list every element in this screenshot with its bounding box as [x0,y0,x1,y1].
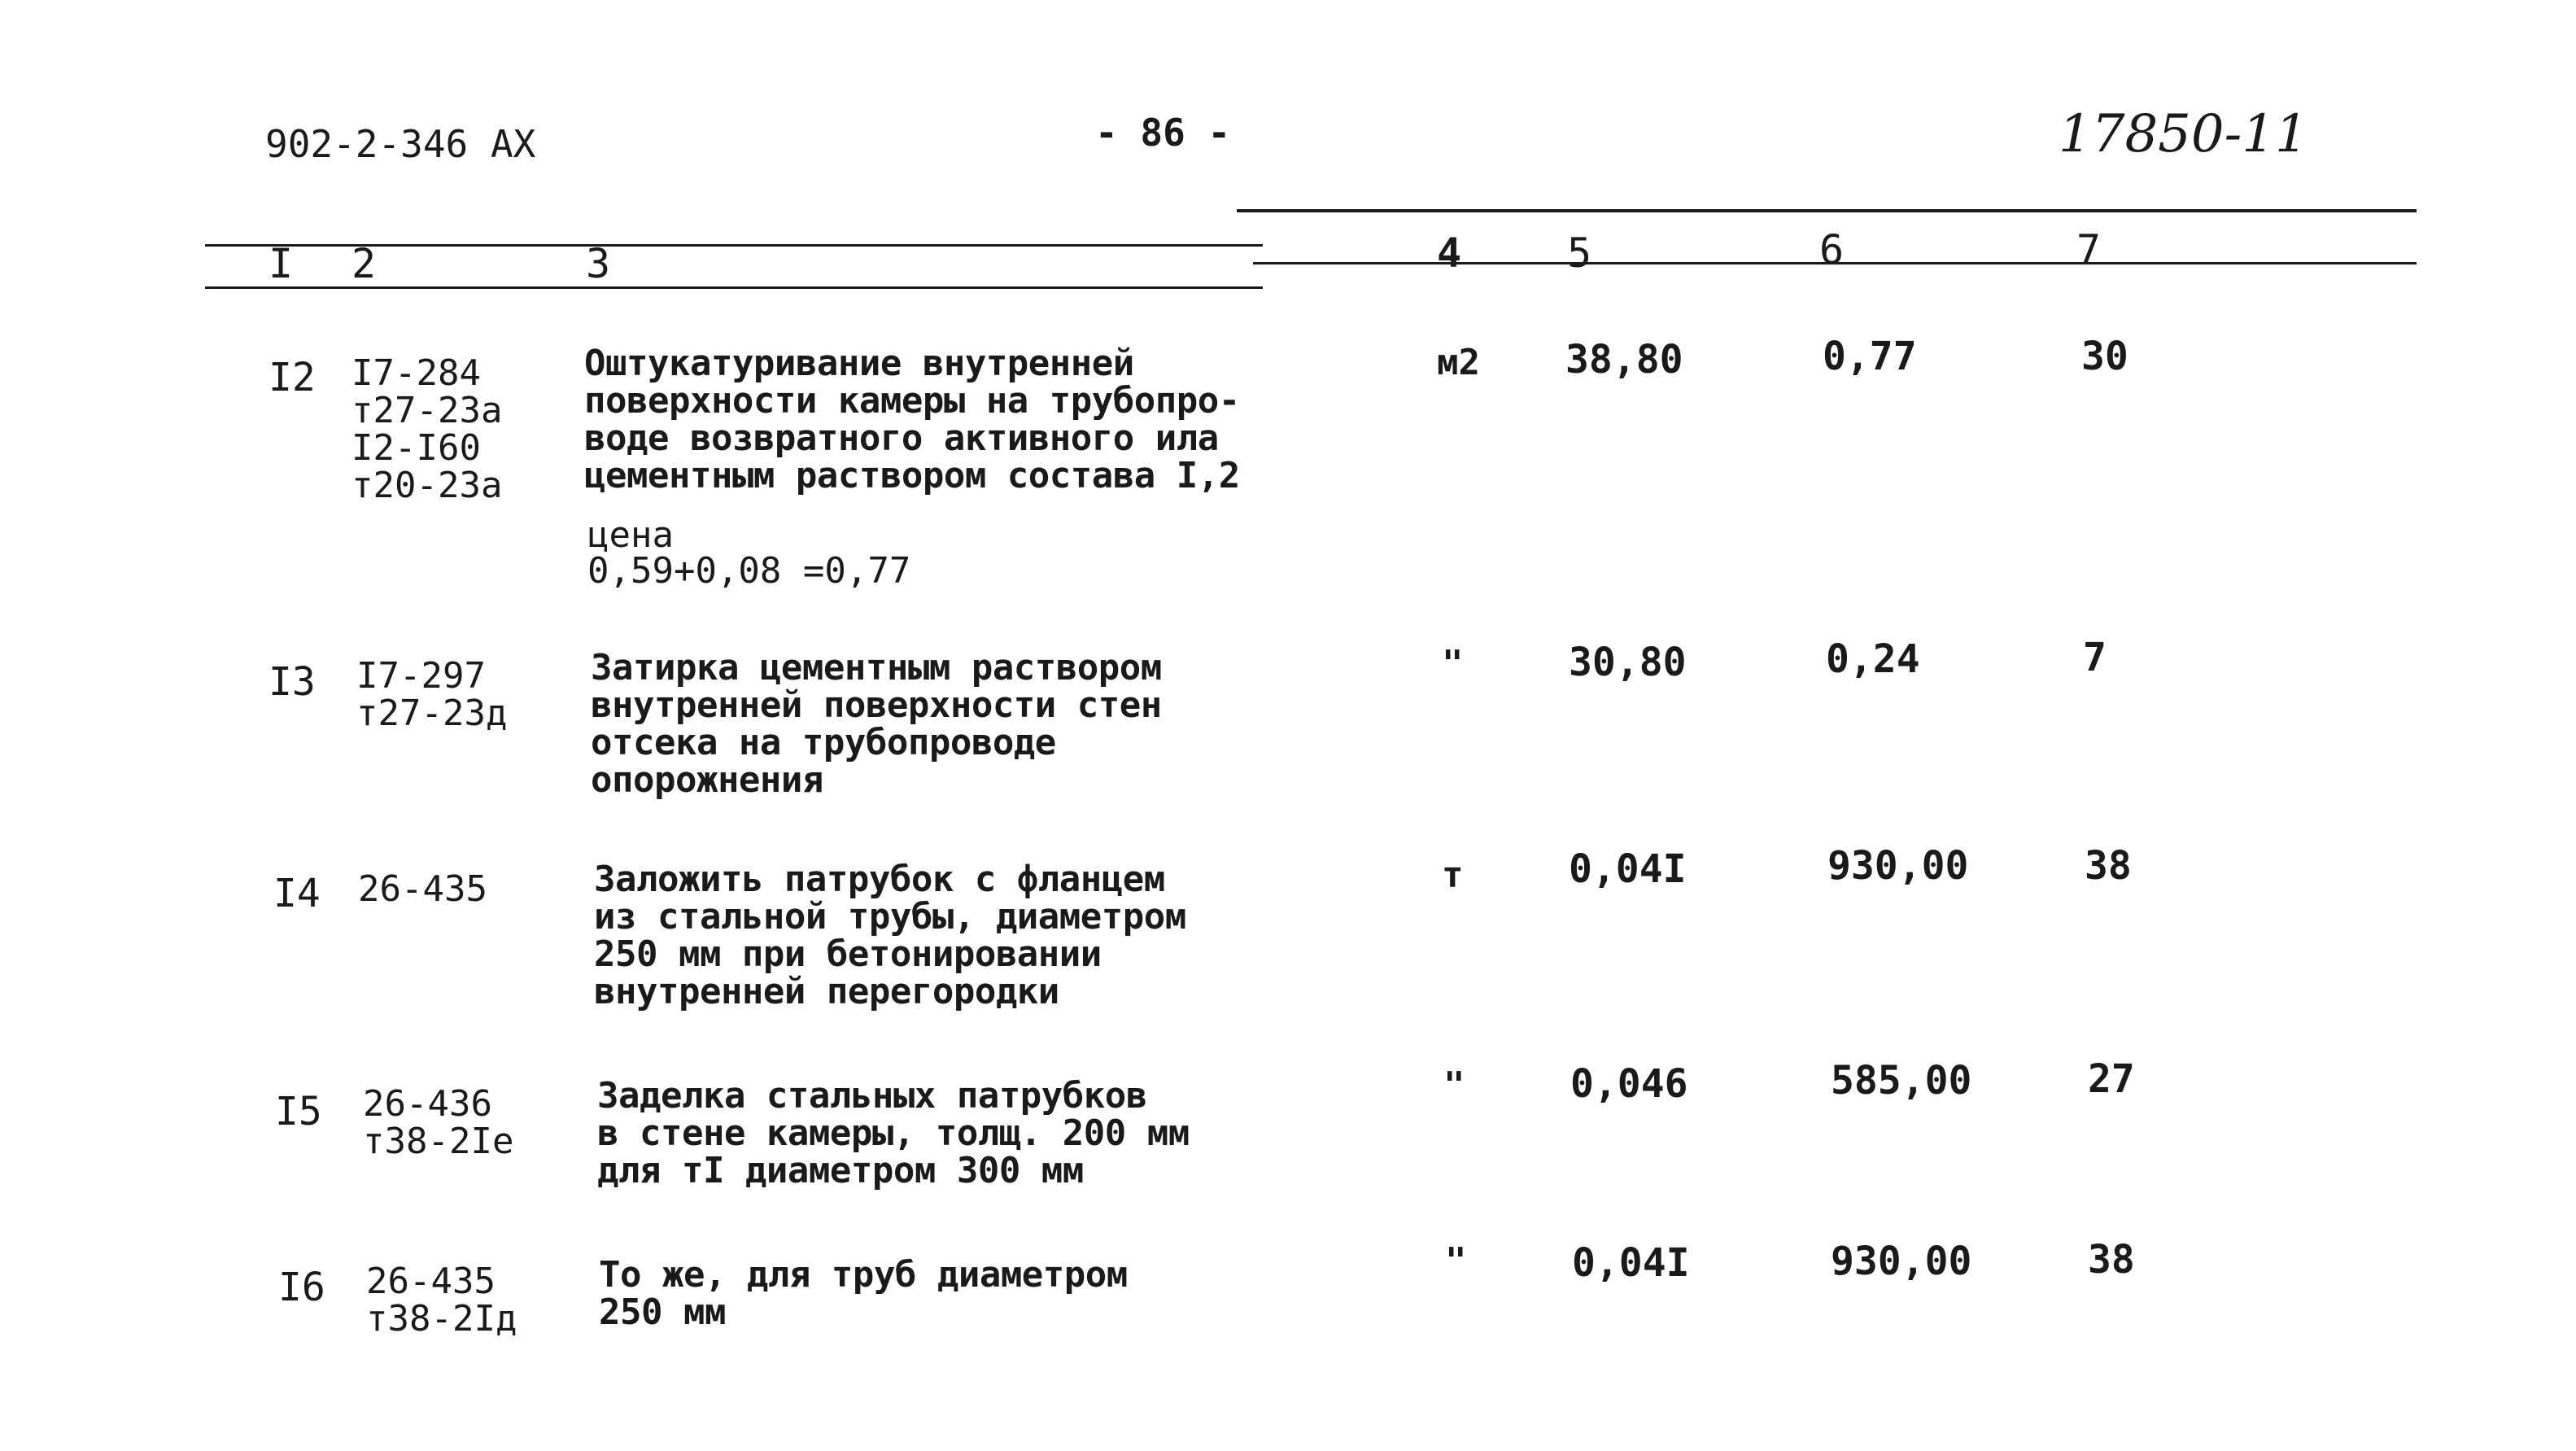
column-header-2: 2 [351,240,377,287]
row-number: I6 [278,1265,325,1310]
row-number: I4 [273,871,321,916]
description-line: Заложить патрубок с фланцем [594,859,1165,900]
total-cost: 7 [2083,635,2107,680]
description-line: Затирка цементным раствором [591,647,1162,688]
rate-code: 26-435 [358,868,487,910]
work-description [597,1077,1190,1190]
column-header-7: 7 [2076,226,2102,273]
work-description [584,345,1240,495]
row-number: I5 [275,1089,322,1134]
description-line: То же, для труб диаметром [599,1254,1128,1296]
rate-code: т20-23а [351,465,503,506]
total-cost: 38 [2088,1237,2135,1283]
description-line: цементным раствором состава I,2 [584,455,1240,496]
unit-price: 930,00 [1827,843,1969,889]
rate-codes [358,868,487,910]
column-header-3: 3 [586,240,611,287]
description-line: Оштукатуривание внутренней [584,343,1134,384]
description-line: поверхности камеры на трубопро- [584,380,1240,422]
unit-of-measure: м2 [1437,342,1480,383]
unit-of-measure: " [1443,1064,1465,1106]
description-line: отсека на трубопроводе [591,722,1056,763]
quantity: 38,80 [1565,337,1683,382]
archive-number: 17850-11 [2059,104,2308,164]
total-cost: 30 [2081,334,2128,379]
description-line: 250 мм при бетонировании [594,933,1102,975]
description-line: в стене камеры, толщ. 200 мм [597,1112,1190,1154]
work-description [594,861,1186,1011]
quantity: 30,80 [1569,640,1687,685]
rate-code: т38-2Iе [363,1121,514,1162]
description-line: для тI диаметром 300 мм [597,1150,1084,1191]
rate-code: т38-2Iд [366,1298,517,1340]
quantity: 0,046 [1570,1061,1688,1107]
description-line: внутренней перегородки [594,971,1059,1012]
note-line: цена [587,514,674,556]
unit-of-measure: " [1445,1240,1467,1282]
description-line: воде возвратного активного ила [584,417,1219,459]
work-description [599,1254,1128,1333]
rate-codes [366,1263,517,1338]
description-line: Заделка стальных патрубков [597,1075,1147,1117]
work-description [591,649,1162,799]
column-header-6: 6 [1819,226,1845,273]
note-line: 0,59+0,08 =0,77 [587,550,911,592]
quantity: 0,04I [1569,846,1687,892]
rate-code: т27-23д [356,693,508,734]
unit-price: 930,00 [1831,1239,1972,1284]
row-number: I2 [269,355,316,400]
description-line: 250 мм [599,1291,726,1333]
column-header-1: I [269,240,294,287]
rate-codes [356,655,508,734]
document-code: 902-2-346 АХ [265,122,536,166]
description-line: внутренней поверхности стен [591,684,1162,726]
rate-code: I7-284 [351,352,481,394]
table-top-rule [1237,209,2417,212]
rate-code: I2-I60 [351,427,481,469]
quantity: 0,04I [1572,1240,1690,1286]
page-number: - 86 - [1095,111,1231,155]
column-header-5: 5 [1567,229,1592,277]
unit-of-measure: " [1442,643,1464,684]
row-number: I3 [269,659,316,705]
unit-price: 0,24 [1826,636,1920,682]
total-cost: 27 [2088,1056,2135,1102]
rate-codes [351,352,503,506]
price-note [587,514,911,592]
rate-code: т27-23а [351,390,503,431]
description-line: из стальной трубы, диаметром [594,896,1186,937]
rate-code: 26-435 [366,1261,496,1302]
column-header-4: 4 [1437,229,1462,277]
unit-price: 0,77 [1823,334,1917,379]
rate-code: 26-436 [363,1083,492,1125]
total-cost: 38 [2085,843,2132,889]
rate-code: I7-297 [356,655,486,697]
unit-price: 585,00 [1831,1058,1972,1104]
unit-of-measure: т [1442,854,1464,896]
description-line: опорожнения [591,759,823,801]
rate-codes [363,1083,514,1162]
